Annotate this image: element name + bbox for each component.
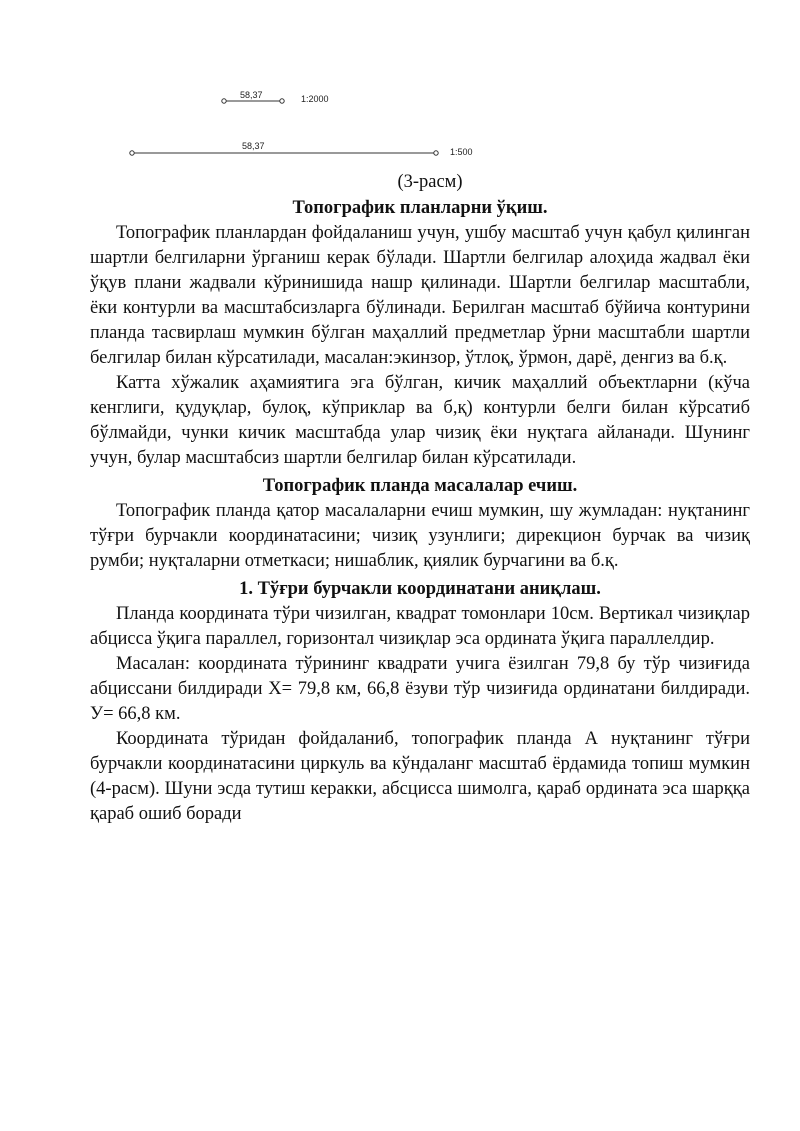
section-title-coordinates: 1. Тўғри бурчакли координатани аниқлаш. <box>239 579 601 599</box>
scale-bar-endpoint <box>222 99 226 103</box>
section-title-problem-solving: Топографик планда масалалар ечиш. <box>262 476 578 496</box>
scale-bar-endpoint <box>130 151 134 155</box>
scale-bar-endpoint <box>280 99 284 103</box>
paragraph: Масалан: координата тўрининг квадрати учига ёзилган 79,8 бу тўр чизиғида абциссани билдиради Х= 79,8 км, 66,8 ёзуви тўр чизиғида ординатани билдиради. У= 66,8 км. <box>90 654 750 724</box>
figure-caption: (3-расм) <box>397 172 463 192</box>
scale-length-label: 58,37 <box>242 141 265 151</box>
scale-ratio-label: 1:2000 <box>301 94 329 104</box>
scale-bar-endpoint <box>434 151 438 155</box>
section-title-plan-reading: Топографик планларни ўқиш. <box>292 198 548 218</box>
scale-figure <box>0 0 800 170</box>
paragraph: Катта хўжалик аҳамиятига эга бўлган, кичик маҳаллий объектларни (кўча кенглиги, қудуқлар, булоқ, кўприклар ва б,қ) контурли белги билан кўрсатиб бўлмайди, чунки кичик масштабда улар чизиқ ёки нуқтага айланади. Шунинг учун, булар масштабсиз шартли белгилар билан кўрсатилади. <box>90 373 750 468</box>
paragraph: Планда координата тўри чизилган, квадрат томонлари 10см. Вертикал чизиқлар абцисса ўқига параллел, горизонтал чизиқлар эса ордината ўқига параллелдир. <box>90 604 750 649</box>
scale-length-label: 58,37 <box>240 90 263 100</box>
scale-ratio-label: 1:500 <box>450 147 473 157</box>
paragraph: Топографик планлардан фойдаланиш учун, ушбу масштаб учун қабул қилинган шартли белгиларни ўрганиш керак бўлади. Шартли белгилар алоҳида жадвал ёки ўқув плани жадвали кўринишида нашр қилинади. Шартли белгилар масштабли, ёки контурли ва масштабсизларга бўлинади. Берилган масштаб бўйича контурини планда тасвирлаш мумкин бўлган маҳаллий предметлар ўрни масштабли шартли белгилар билан кўрсатилади, масалан:экинзор, ўтлоқ, ўрмон, дарё, денгиз ва б.қ. <box>90 223 750 368</box>
document-body <box>90 170 750 827</box>
paragraph: Топографик планда қатор масалаларни ечиш мумкин, шу жумладан: нуқтанинг тўғри бурчакли координатасини; чизиқ узунлиги; дирекцион бурчак ва чизиқ румби; нуқталарни отметкаси; нишаблик, қиялик бурчагини ва б.қ. <box>90 501 750 571</box>
paragraph: Координата тўридан фойдаланиб, топографик планда А нуқтанинг тўғри бурчакли координатасини циркуль ва кўндаланг масштаб ёрдамида топиш мумкин (4-расм). Шуни эсда тутиш керакки, абсцисса шимолга, қараб ордината эса шарққа қараб ошиб боради <box>90 729 750 824</box>
